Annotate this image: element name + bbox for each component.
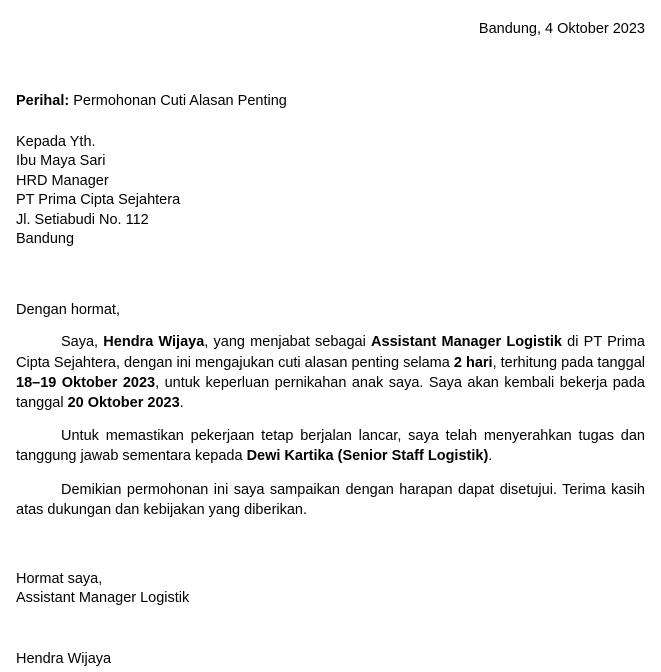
recipient-block [16, 133, 645, 249]
p1-seg-2: , yang menjabat sebagai [204, 334, 372, 351]
p1-bold-position: Assistant Manager Logistik [371, 334, 562, 351]
signature-name: Hendra Wijaya [16, 650, 112, 667]
salutation: Dengan hormat, [16, 302, 120, 319]
p1-seg-1: Saya, [61, 334, 104, 351]
subject-label: Perihal: [16, 93, 70, 109]
body-paragraph-2 [16, 426, 645, 466]
p1-bold-duration: 2 hari [453, 354, 493, 371]
p1-bold-employee-name: Hendra Wijaya [103, 334, 205, 351]
p3-seg-1: Demikian permohonan ini saya sampaikan dengan harapan dapat disetujui. Terima kasih atas dukungan dan kebijakan yang diberikan. [16, 481, 645, 518]
p1-seg-5: , untuk keperluan pernikahan anak saya. Saya akan kembali bekerja pada tanggal [16, 374, 645, 412]
recipient-line-1: Kepada Yth. [16, 134, 96, 150]
body-paragraph-3 [16, 480, 645, 520]
letter-body [16, 332, 645, 520]
p1-seg-6: . [179, 395, 184, 412]
p2-bold-delegate: Dewi Kartika (Senior Staff Logistik) [246, 448, 489, 465]
p1-bold-leave-dates: 18–19 Oktober 2023 [16, 374, 156, 391]
signature-space [16, 609, 645, 650]
recipient-line-5: Jl. Setiabudi No. 112 [16, 211, 149, 228]
p1-seg-4: , terhitung pada tanggal [492, 354, 645, 371]
p2-seg-2: . [488, 448, 493, 465]
p2-seg-1: Untuk memastikan pekerjaan tetap berjalan lancar, saya telah menyerahkan tugas dan tanggung jawab sementara kepada [16, 428, 645, 465]
recipient-line-3: HRD Manager [16, 172, 109, 189]
subject-line [16, 92, 645, 111]
recipient-line-4: PT Prima Cipta Sejahtera [16, 192, 181, 209]
letter-date: Bandung, 4 Oktober 2023 [478, 21, 645, 37]
closing-position: Assistant Manager Logistik [16, 590, 190, 607]
recipient-line-2: Ibu Maya Sari [16, 153, 106, 170]
closing-salutation: Hormat saya, [16, 571, 103, 588]
p1-seg-3: di PT Prima Cipta Sejahtera, dengan ini mengajukan cuti alasan penting selama [16, 334, 646, 371]
subject-value: Permohonan Cuti Alasan Penting [69, 93, 287, 109]
letter-content [16, 20, 645, 669]
p1-bold-return-date: 20 Oktober 2023 [67, 395, 180, 412]
closing-block [16, 570, 645, 609]
recipient-line-6: Bandung [16, 231, 75, 248]
body-paragraph-1 [16, 332, 645, 413]
